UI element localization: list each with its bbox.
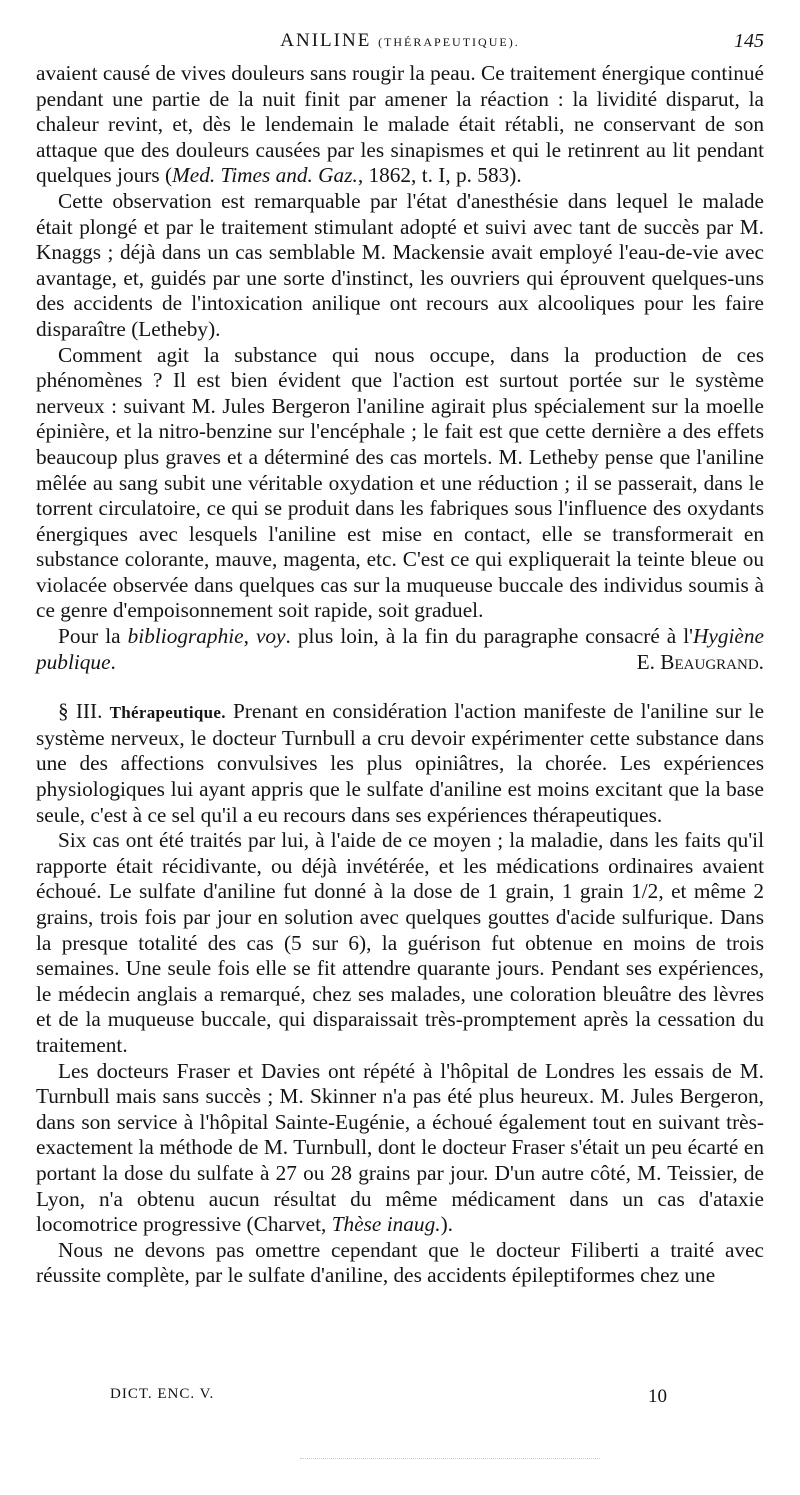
- paragraph-7-end: ).: [440, 1212, 453, 1237]
- section-heading: Thérapeutique.: [109, 703, 226, 723]
- signature-mark: DICT. ENC. V.: [110, 1386, 215, 1402]
- paragraph-3: Comment agit la substance qui nous occupe, dans la production de ces phénomènes ? Il est bien évident que l'action est surtout portée sur le système nerveux : suivant M. Jules Bergeron l'aniline agirait plus spécialement sur la moelle épinière, et la nitro-benzine sur l'encéphale ; le fait est que cette dernière a des effets beaucoup plus graves et a déterminé des cas mortels. M. Letheby pense que l'aniline mêlée au sang subit une véritable oxydation et une réduction ; il se passerait, dans le torrent circulatoire, ce qui se produit dans les fabriques sous l'influence des oxydants énergiques avec lesquels l'aniline est mise en contact, elle se transformerait en substance colorante, mauve, magenta, etc. C'est ce qui expliquerait la teinte bleue ou violacée observée dans quelques cas sur la muqueuse buccale des individus soumis à ce genre d'empoisonnement soit rapide, soit graduel.: [36, 342, 764, 623]
- sheet-number: 10: [648, 1386, 667, 1407]
- paragraph-7: [36, 1059, 764, 1238]
- author-signature: E. Beaugrand.: [636, 649, 764, 674]
- page-footer: [110, 1386, 710, 1416]
- p4-italic-hygiene: Hygiène publique: [36, 624, 764, 674]
- paragraph-5-text: Prenant en considération l'action manifeste de l'aniline sur le système nerveux, le docteur Turnbull a cru devoir expérimenter cette substance dans une des affections convulsives les plus opiniâtres, la chorée. Les expériences physiologiques lui ayant appris que le sulfate d'aniline est moins excitant que la base seule, c'est à ce sel qu'il a eu recours dans ses expériences thérapeutiques.: [36, 699, 765, 827]
- p4-italic-bibliographie: bibliographie: [127, 624, 244, 649]
- paragraph-6: Six cas ont été traités par lui, à l'aide de ce moyen ; la maladie, dans les faits qu'il rapporte était récidivante, ou déjà invétérée, et les médications ordinaires avaient échoué. Le sulfate d'aniline fut donné à la dose de 1 grain, 1 grain 1/2, et même 2 grains, trois fois par jour en solution avec quelques gouttes d'acide sulfurique. Dans la presque totalité des cas (5 sur 6), la guérison fut obtenue en moins de trois semaines. Une seule fois elle se fit attendre quarante jours. Pendant ses expériences, le médecin anglais a remarqué, chez ses malades, une coloration bleuâtre des lèvres et de la muqueuse buccale, qui disparaissait très-promptement après la cessation du traitement.: [36, 828, 764, 1057]
- paragraph-5: [36, 699, 764, 828]
- p4-text-g: .: [110, 649, 116, 674]
- paragraph-7-text: Les docteurs Fraser et Davies ont répété à l'hôpital de Londres les essais de M. Turnbull mais sans succès ; M. Skinner n'a pas été plus heureux. M. Jules Bergeron, dans son service à l'hôpital Sainte-Eugénie, a échoué également tout en suivant très-exactement la méthode de M. Turnbull, dont le docteur Fraser s'était un peu écarté en portant la dose du sulfate à 27 ou 28 grains par jour. D'un autre côté, M. Teissier, de Lyon, n'a obtenu aucun résultat du même médicament dans un cas d'ataxie locomotrice progressive (Charvet,: [36, 1058, 764, 1237]
- paragraph-4: [36, 624, 764, 675]
- body-text: [36, 61, 764, 1289]
- paragraph-1-text: avaient causé de vives douleurs sans rougir la peau. Ce traitement énergique continué pendant une partie de la nuit finit par amener la réaction : la lividité disparut, la chaleur revint, et, dès le lendemain le malade était rétabli, ne conservant de son attaque que des douleurs causées par les sinapismes et qui le retinrent au lit pendant quelques jours (: [36, 61, 764, 188]
- p4-text-a: Pour la: [58, 624, 128, 649]
- p4-text-e: . plus loin, à la fin du paragraphe consacré à l': [285, 624, 694, 649]
- paragraph-1-end: , 1862, t. I, p. 583).: [357, 163, 522, 188]
- header-title: ANILINE: [280, 30, 372, 51]
- header-subtitle: (THÉRAPEUTIQUE).: [378, 35, 520, 49]
- paragraph-8: Nous ne devons pas omettre cependant que le docteur Filiberti a traité avec réussite complète, par le sulfate d'aniline, des accidents épileptiformes chez une: [36, 1237, 764, 1288]
- page-number: 145: [734, 30, 764, 52]
- p4-italic-voy: voy: [255, 624, 286, 649]
- paragraph-1: [36, 61, 764, 189]
- paragraph-2: Cette observation est remarquable par l'état d'anesthésie dans lequel le malade était plongé et par le traitement stimulant adopté et suivi avec tant de succès par M. Knaggs ; déjà dans un cas semblable M. Mackensie avait employé l'eau-de-vie avec avantage, et, guidés par une sorte d'instinct, les ouvriers qui éprouvent quelques-uns des accidents de l'intoxication anilique ont recours aux alcooliques pour les faire disparaître (Letheby).: [36, 188, 764, 341]
- bleed-through-line: [300, 1458, 600, 1461]
- p4-text-c: ,: [243, 624, 256, 649]
- running-title: [36, 30, 764, 52]
- running-header: [36, 30, 764, 60]
- section-gap: [36, 675, 764, 699]
- p7-italic-these: Thèse inaug.: [331, 1212, 441, 1237]
- section-number: § III.: [58, 699, 103, 724]
- citation-title: Med. Times and. Gaz.: [172, 163, 358, 188]
